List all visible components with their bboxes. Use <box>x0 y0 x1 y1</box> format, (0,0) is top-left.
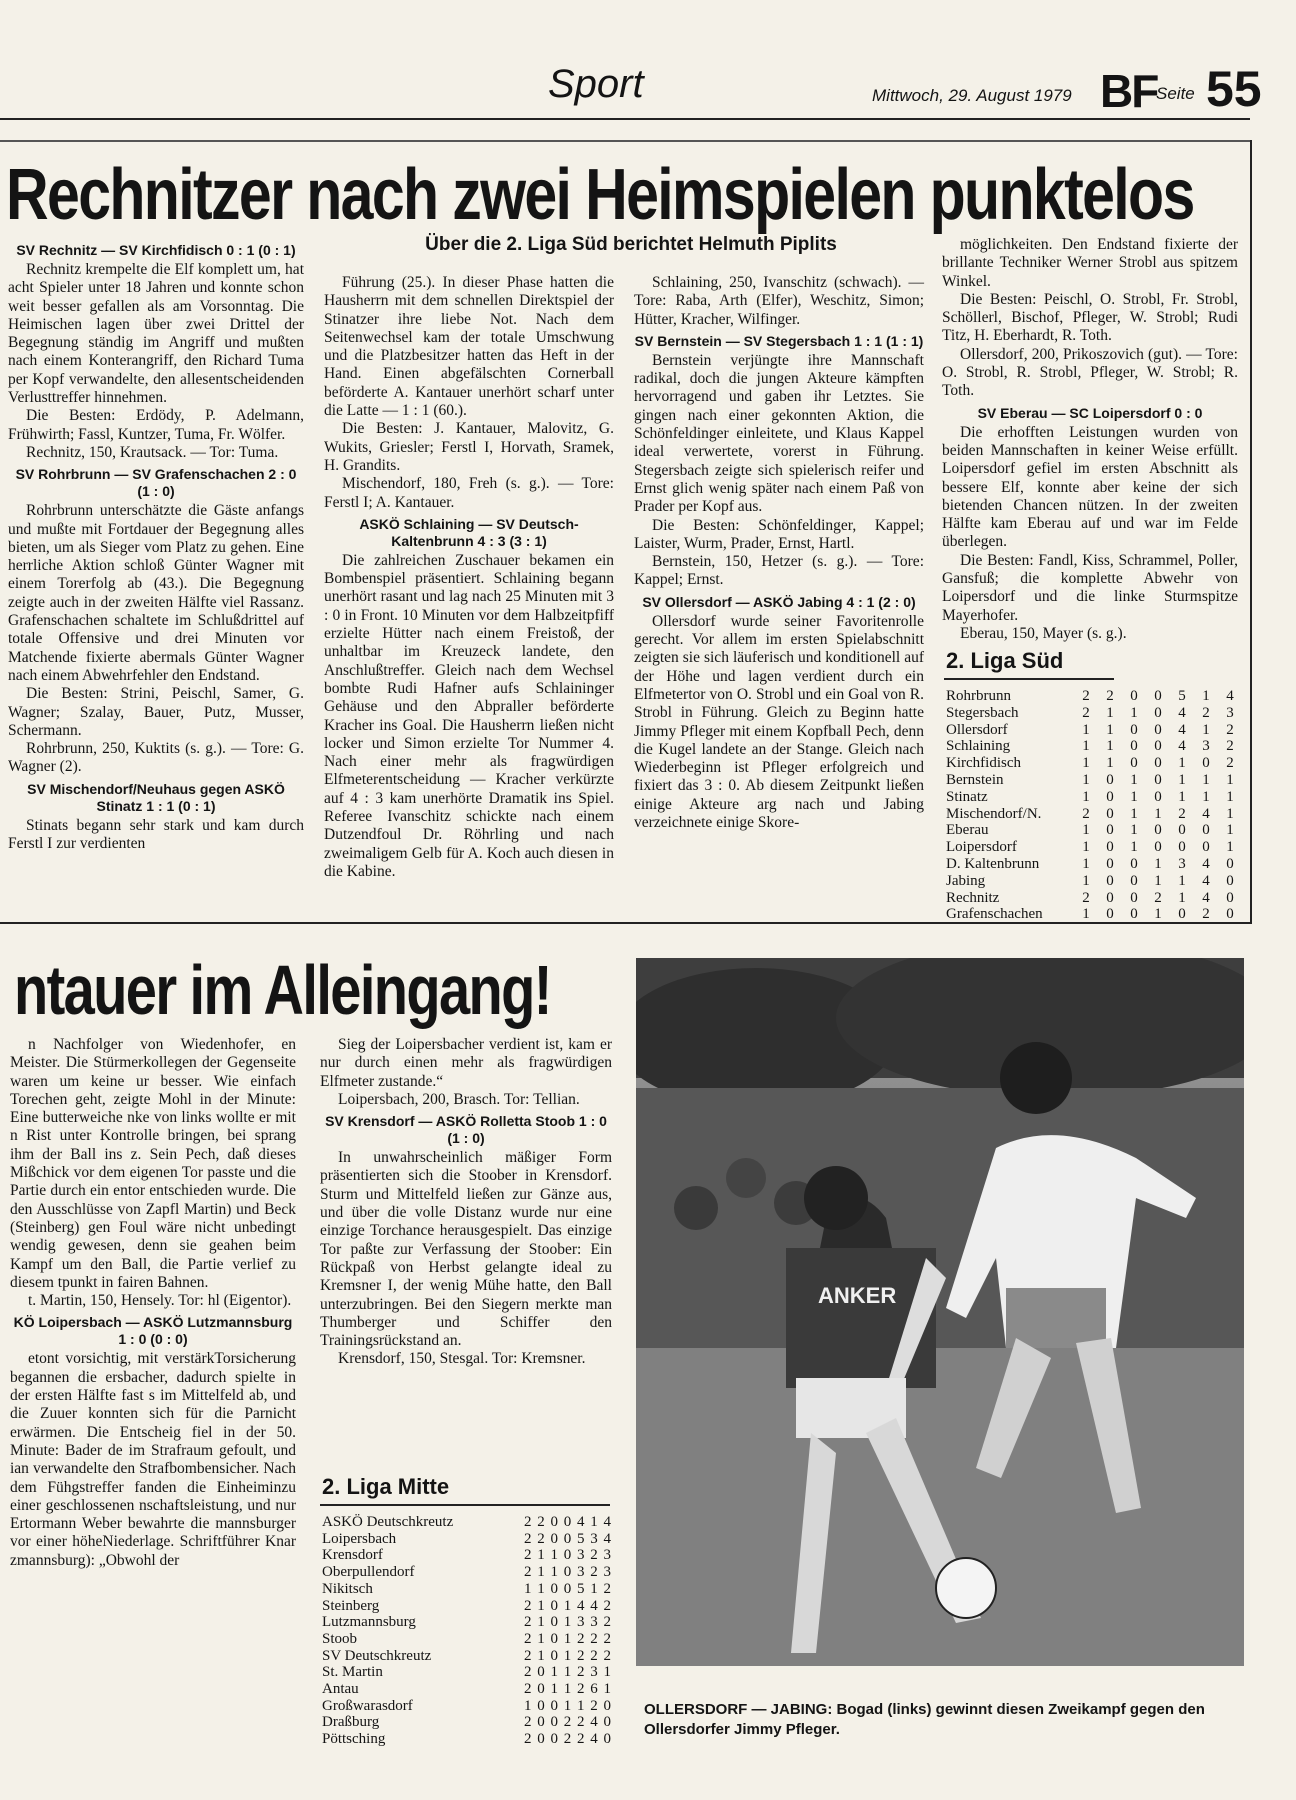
stat-cell: 1 <box>1106 704 1114 721</box>
paragraph: Die Besten: Strini, Peischl, Samer, G. Wagner; Szalay, Bauer, Putz, Musser, Schermann. <box>8 685 304 739</box>
paragraph: Schlaining, 250, Ivanschitz (schwach). — Tore: Raba, Arth (Elfer), Weschitz, Simon; Hütter, Kracher, Wilfinger. <box>634 274 924 328</box>
stat-cell: 0 <box>1106 788 1114 805</box>
paragraph: Die Besten: Fandl, Kiss, Schrammel, Poller, Gansfuß; die komplette Abwehr von Loipersdorf und die linke Sturmspitze Mayerhofer. <box>942 551 1238 624</box>
team-name: Krensdorf <box>322 1547 383 1564</box>
standings-row <box>946 839 1242 856</box>
standings-row <box>322 1581 612 1598</box>
paragraph: Rechnitz krempelte die Elf komplett um, hat acht Spieler unter 18 Jahren und konnte schon weit besser gefallen als am Vorsonntag. Die Heimischen lagen über zwei Drittel der Begegnung ständig im Angriff und mußten nach einem Konterangriff, den Richard Tuma per Kopf verwandelte, den allesentscheidenden Verlusttreffer hinnehmen. <box>8 261 304 407</box>
team-name: Antau <box>322 1681 359 1698</box>
stat-cell: 2 <box>1082 688 1090 704</box>
stat-values: 1 1 0 0 5 1 2 <box>524 1580 612 1597</box>
stat-values: 2 1 1 0 3 2 3 <box>524 1564 612 1581</box>
standings-row <box>946 722 1242 739</box>
stat-cell: 0 <box>1130 688 1138 704</box>
standings-row <box>946 806 1242 823</box>
team-name: Rohrbrunn <box>946 688 1011 704</box>
team-name: Nikitsch <box>322 1580 373 1597</box>
stat-cell: 1 <box>1226 805 1234 822</box>
stat-cell: 0 <box>1106 906 1114 923</box>
stat-cell: 0 <box>1106 872 1114 889</box>
stat-cell: 1 <box>1178 872 1186 889</box>
paragraph: Bernstein, 150, Hetzer (s. g.). — Tore: Kappel; Ernst. <box>634 553 924 589</box>
standings-row <box>322 1547 612 1564</box>
page-label: Seite <box>1156 84 1195 103</box>
stat-cell: 2 <box>1106 688 1114 704</box>
team-name: Jabing <box>946 872 986 889</box>
stat-values: 2 1 0 1 2 2 2 <box>524 1630 612 1647</box>
liga-sued-standings-table <box>946 688 1242 923</box>
stat-cell: 0 <box>1202 839 1210 856</box>
stat-cell: 3 <box>1202 738 1210 755</box>
stat-cell: 0 <box>1154 721 1162 738</box>
team-name: Loipersbach <box>322 1530 397 1547</box>
stat-values: 2 1 0 1 4 4 2 <box>524 1597 612 1614</box>
paragraph: Ollersdorf, 200, Prikoszovich (gut). — Tore: O. Strobl, R. Strobl, Pfleger, W. Strobl; R. Toth. <box>942 345 1238 400</box>
stat-cell: 1 <box>1082 839 1090 856</box>
liga-sued-table-title: 2. Liga Süd <box>946 648 1064 673</box>
paragraph: Stinats begann sehr stark und kam durch Ferstl I zur verdienten <box>8 816 304 853</box>
match-heading: SV Rohrbrunn — SV Grafenschachen 2 : 0 (1 : 0) <box>15 466 297 500</box>
stat-cell: 2 <box>1226 721 1234 738</box>
standings-row <box>946 856 1242 873</box>
standings-row <box>946 789 1242 806</box>
stat-cell: 0 <box>1106 822 1114 839</box>
stat-cell: 1 <box>1178 771 1186 788</box>
stat-cell: 1 <box>1226 788 1234 805</box>
team-name: Stegersbach <box>946 704 1019 721</box>
paragraph: Bernstein verjüngte ihre Mannschaft radikal, doch die jungen Akteure kämpften hervorragend und gaben ihr Letztes. Sie gingen nach einer gekonnten Aktion, die Schönfeldinger einleitete, und Klaus Kappel ideal verwertete, vorerst in Führung. Stegersbach zeigte sich spielerisch reifer und Ernst glich wenig später nach einem Paß von Prader per Kopf aus. <box>634 351 924 516</box>
standings-row <box>946 873 1242 890</box>
article1-column-4 <box>942 236 1238 643</box>
stat-cell: 4 <box>1226 688 1234 704</box>
stat-cell: 5 <box>1178 688 1186 704</box>
photo-caption: OLLERSDORF — JABING: Bogad (links) gewinnt diesen Zweikampf gegen den Ollersdorfer Jimmy Pfleger. <box>644 1701 1205 1738</box>
stat-cell: 0 <box>1226 906 1234 923</box>
stat-cell: 1 <box>1178 755 1186 772</box>
paragraph: Führung (25.). In dieser Phase hatten die Hausherrn mit dem schnellen Direktspiel der Stinatzer ihre liebe Not. Nach dem Seitenwechsel kam der totale Umschwung und die Platzbesitzer hatten das Heft in der Hand. Einen abgefälschten Cornerball beförderte A. Kantauer unerhört scharf unter die Latte — 1 : 1 (60.). <box>324 274 614 420</box>
stat-cell: 0 <box>1226 872 1234 889</box>
stat-values: 2 0 0 2 2 4 0 <box>524 1714 612 1731</box>
stat-cell: 2 <box>1226 755 1234 772</box>
paragraph: möglichkeiten. Den Endstand fixierte der brillante Techniker Werner Strobl aus spitzem Winkel. <box>942 236 1238 290</box>
stat-cell: 2 <box>1226 738 1234 755</box>
standings-row <box>946 688 1242 705</box>
team-name: Steinberg <box>322 1597 380 1614</box>
standings-row <box>322 1664 612 1681</box>
liga-mitte-standings-table <box>322 1514 612 1748</box>
stat-cell: 4 <box>1178 704 1186 721</box>
match-heading: SV Ollersdorf — ASKÖ Jabing 4 : 1 (2 : 0) <box>642 593 916 610</box>
paragraph: t. Martin, 150, Hensely. Tor: hl (Eigentor). <box>28 1292 292 1310</box>
match-photo <box>636 958 1244 1666</box>
article2-column-1 <box>10 1036 296 1570</box>
stat-values: 1 0 0 1 1 2 0 <box>524 1697 612 1714</box>
stat-cell: 0 <box>1130 755 1138 772</box>
team-name: Kirchfidisch <box>946 755 1021 772</box>
issue-date: Mittwoch, 29. August 1979 <box>872 86 1072 105</box>
page-number: 55 <box>1206 61 1262 117</box>
stat-cell: 2 <box>1202 704 1210 721</box>
paragraph: Die erhofften Leistungen wurden von beiden Mannschaften in keiner Weise erfüllt. Loipersdorf gefiel im ersten Abschnitt als bessere Elf, konnte aber keine der sich bietenden Chancen nützen. In der zweiten Hälfte kam Eberau auf und war im Felde überlegen. <box>942 423 1238 551</box>
stat-cell: 1 <box>1202 788 1210 805</box>
team-name: Oberpullendorf <box>322 1564 415 1581</box>
stat-cell: 2 <box>1154 889 1162 906</box>
section-title: Sport <box>548 62 644 106</box>
stat-cell: 2 <box>1178 805 1186 822</box>
stat-cell: 0 <box>1154 822 1162 839</box>
stat-cell: 0 <box>1154 738 1162 755</box>
stat-values: 2 0 1 1 2 6 1 <box>524 1681 612 1698</box>
team-name: Loipersdorf <box>946 839 1017 856</box>
match-heading: SV Bernstein — SV Stegersbach 1 : 1 (1 : 1) <box>634 332 924 349</box>
paragraph: In unwahrscheinlich mäßiger Form präsentierten sich die Stoober in Krensdorf. Sturm und Mittelfeld ließen zur Gänze aus, und über die volle Distanz wurde nur eine einzige Torchance herausgespielt. Das einzige Tor paßte zur Verfassung der Stoober: Ein Rückpaß von Herbst gelangte ideal zu Kremsner I, der wenig Mühe hatte, den Ball unterzubringen. Bei den Siegern merkte man Thumberger und Schiffer den Trainingsrückstand an. <box>320 1149 612 1350</box>
stat-cell: 1 <box>1106 721 1114 738</box>
team-name: Mischendorf/N. <box>946 805 1042 822</box>
paragraph: Rohrbrunn unterschätzte die Gäste anfangs und mußte mit Fortdauer der Begegnung alles bieten, um als Sieger vom Platz zu gehen. Eine herrliche Aktion schloß Günter Wagner mit einem Torerfolg ab (43.). Die Begegnung zeigte auch in der zweiten Hälfte viel Rassanz. Grafenschachen schaltete im Schlußdrittel auf totale Offensive und drei Minuten vor Matchende fixierte abermals Günter Wagner nach einem Abwehrfehler den Endstand. <box>8 502 304 684</box>
stat-cell: 0 <box>1106 771 1114 788</box>
stat-cell: 1 <box>1106 738 1114 755</box>
liga-mitte-table-title: 2. Liga Mitte <box>322 1474 450 1499</box>
stat-cell: 4 <box>1202 855 1210 872</box>
team-name: Schlaining <box>946 738 1011 755</box>
match-heading: SV Rechnitz — SV Kirchfidisch 0 : 1 (0 : 1) <box>16 242 296 258</box>
stat-cell: 2 <box>1082 889 1090 906</box>
team-name: Ollersdorf <box>946 721 1008 738</box>
stat-cell: 0 <box>1130 855 1138 872</box>
paragraph: Die Besten: Schönfeldinger, Kappel; Laister, Wurm, Prader, Ernst, Hartl. <box>634 516 924 552</box>
paragraph: Die Besten: Peischl, O. Strobl, Fr. Strobl, Schöllerl, Bischof, Pfleger, W. Strobl; Rudi Titz, H. Eberhardt, R. Toth. <box>942 290 1238 345</box>
paragraph: Die Besten: J. Kantauer, Malovitz, G. Wukits, Griesler; Ferstl I, Horvath, Sramek, H. Grandits. <box>324 420 614 474</box>
stat-cell: 4 <box>1178 721 1186 738</box>
stat-cell: 2 <box>1082 704 1090 721</box>
team-name: Stinatz <box>946 788 988 805</box>
stat-cell: 1 <box>1130 839 1138 856</box>
team-name: Großwarasdorf <box>322 1697 413 1714</box>
stat-cell: 0 <box>1106 889 1114 906</box>
stat-values: 2 1 0 1 3 3 2 <box>524 1614 612 1631</box>
stat-cell: 1 <box>1154 906 1162 923</box>
standings-row <box>322 1681 612 1698</box>
standings-row <box>322 1514 612 1531</box>
match-heading: SV Krensdorf — ASKÖ Rolletta Stoob 1 : 0 (1 : 0) <box>325 1113 607 1147</box>
paragraph: Sieg der Loipersbacher verdient ist, kam er nur durch einen mehr als fragwürdigen Elfmeter zustande.“ <box>320 1036 612 1090</box>
standings-row <box>322 1698 612 1715</box>
stat-cell: 1 <box>1106 755 1114 772</box>
match-heading: SV Eberau — SC Loipersdorf 0 : 0 <box>977 404 1203 421</box>
stat-values: 2 0 1 1 2 3 1 <box>524 1664 612 1681</box>
stat-cell: 1 <box>1178 788 1186 805</box>
stat-values: 2 2 0 0 4 1 4 <box>524 1514 612 1530</box>
stat-cell: 1 <box>1154 872 1162 889</box>
stat-values: 2 1 1 0 3 2 3 <box>524 1547 612 1564</box>
team-name: SV Deutschkreutz <box>322 1647 432 1664</box>
stat-cell: 1 <box>1082 822 1090 839</box>
paragraph: Eberau, 150, Mayer (s. g.). <box>960 624 1127 642</box>
team-name: Eberau <box>946 822 989 839</box>
paragraph: Rechnitz, 150, Krautsack. — Tor: Tuma. <box>26 443 279 461</box>
stat-cell: 0 <box>1154 704 1162 721</box>
stat-cell: 0 <box>1106 855 1114 872</box>
article2-headline: ntauer im Alleingang! <box>14 951 551 1029</box>
paragraph: Krensdorf, 150, Stesgal. Tor: Kremsner. <box>338 1350 586 1368</box>
stat-cell: 3 <box>1178 855 1186 872</box>
stat-cell: 1 <box>1226 822 1234 839</box>
standings-row <box>322 1631 612 1648</box>
stat-cell: 0 <box>1202 822 1210 839</box>
team-name: Draßburg <box>322 1714 380 1731</box>
stat-values: 2 2 0 0 5 3 4 <box>524 1530 612 1547</box>
stat-cell: 3 <box>1226 704 1234 721</box>
stat-cell: 0 <box>1154 755 1162 772</box>
standings-row <box>322 1614 612 1631</box>
article1-byline: Über die 2. Liga Süd berichtet Helmuth Piplits <box>425 234 837 255</box>
stat-cell: 0 <box>1130 906 1138 923</box>
article1-column-3 <box>634 274 924 832</box>
team-name: ASKÖ Deutschkreutz <box>322 1514 454 1530</box>
paragraph: Die zahlreichen Zuschauer bekamen ein Bombenspiel präsentiert. Schlaining begann unerhört rasant und lag nach 25 Minuten mit 3 : 0 in Front. 10 Minuten vor dem Halbzeitpfiff erzielte Hütter nach einem Freistoß, der unhaltbar im Kreuzeck landete, den Anschlußtreffer. Gleich nach dem Wechsel bombte Rudi Hafner aufs Schlaininger Gehäuse und den Abpraller beförderte Kracher ins Goal. Die Hausherrn ließen nicht locker und Simon erzielte Tor Nummer 4. Nach einer mehr als fragwürdigen Elfmeterentscheidung — Kracher verkürzte auf 4 : 3 kam unerhörte Dramatik ins Spiel. Referee Ivanschitz schickte nach einem Dutzendfoul Dr. Röhrling und nach zweimaligem Gelb für A. Koch auch diesen in die Kabine. <box>324 551 614 880</box>
stat-cell: 2 <box>1082 805 1090 822</box>
stat-cell: 0 <box>1226 855 1234 872</box>
standings-row <box>946 822 1242 839</box>
stat-cell: 4 <box>1202 805 1210 822</box>
stat-cell: 0 <box>1178 906 1186 923</box>
stat-cell: 1 <box>1226 839 1234 856</box>
stat-cell: 1 <box>1082 906 1090 923</box>
newspaper-logo: BF <box>1100 65 1158 117</box>
stat-cell: 0 <box>1178 839 1186 856</box>
team-name: D. Kaltenbrunn <box>946 855 1040 872</box>
match-photo-illustration <box>636 958 1244 1666</box>
stat-cell: 0 <box>1106 805 1114 822</box>
stat-cell: 4 <box>1202 889 1210 906</box>
stat-cell: 1 <box>1202 688 1210 704</box>
stat-cell: 1 <box>1130 771 1138 788</box>
team-name: Lutzmannsburg <box>322 1614 416 1631</box>
standings-row <box>322 1531 612 1548</box>
stat-cell: 1 <box>1082 771 1090 788</box>
standings-row <box>322 1564 612 1581</box>
paragraph: Ollersdorf wurde seiner Favoritenrolle gerecht. Vor allem im ersten Spielabschnitt zeigten sie sich läuferisch und konditionell auf der Höhe und lagen verdient durch ein Elfmetertor von O. Strobl und ein Goal von R. Strobl in Führung. Gleich zu Beginn hatte Jimmy Pfleger mit einem Kopfball Pech, denn die Kugel landete an der Stange. Gleich nach Wiederbeginn ist Pfleger erfolgreich und fixiert das 3 : 0. Ab diesem Zeitpunkt ließen einige Akteure arg nach und Jabing verzeichnete einige Skore- <box>634 612 924 832</box>
article1-column-2 <box>324 274 614 881</box>
standings-row <box>322 1598 612 1615</box>
article2-column-2 <box>320 1036 612 1369</box>
paragraph: Rohrbrunn, 250, Kuktits (s. g.). — Tore: G. Wagner (2). <box>8 740 304 776</box>
stat-cell: 0 <box>1154 839 1162 856</box>
stat-cell: 0 <box>1178 822 1186 839</box>
liga-sued-table-rule <box>944 678 1114 680</box>
match-heading: ASKÖ Schlaining — SV Deutsch-Kaltenbrunn 4 : 3 (3 : 1) <box>359 515 579 549</box>
stat-cell: 0 <box>1130 889 1138 906</box>
stat-cell: 4 <box>1202 872 1210 889</box>
stat-cell: 1 <box>1130 704 1138 721</box>
stat-values: 2 0 0 2 2 4 0 <box>524 1731 612 1748</box>
team-name: Stoob <box>322 1630 358 1647</box>
article1-column-1 <box>8 238 304 853</box>
standings-row <box>946 906 1242 923</box>
stat-cell: 1 <box>1082 872 1090 889</box>
stat-cell: 1 <box>1082 738 1090 755</box>
stat-cell: 1 <box>1178 889 1186 906</box>
stat-cell: 2 <box>1202 906 1210 923</box>
stat-cell: 1 <box>1130 822 1138 839</box>
stat-cell: 0 <box>1106 839 1114 856</box>
stat-cell: 1 <box>1202 721 1210 738</box>
shirt-lettering: ANKER <box>818 1283 897 1308</box>
article1-headline: Rechnitzer nach zwei Heimspielen punktelos <box>6 155 1194 235</box>
standings-row <box>322 1714 612 1731</box>
stat-cell: 1 <box>1130 805 1138 822</box>
standings-row <box>322 1731 612 1748</box>
standings-row <box>322 1648 612 1665</box>
stat-cell: 1 <box>1082 721 1090 738</box>
match-heading: SV Mischendorf/Neuhaus gegen ASKÖ Stinatz 1 : 1 (0 : 1) <box>27 780 285 814</box>
stat-cell: 1 <box>1130 788 1138 805</box>
stat-cell: 1 <box>1202 771 1210 788</box>
standings-row <box>946 738 1242 755</box>
stat-cell: 4 <box>1178 738 1186 755</box>
team-name: Grafenschachen <box>946 906 1043 923</box>
paragraph: Mischendorf, 180, Freh (s. g.). — Tore: Ferstl I; A. Kantauer. <box>324 475 614 511</box>
standings-row <box>946 755 1242 772</box>
standings-row <box>946 890 1242 907</box>
stat-cell: 1 <box>1082 788 1090 805</box>
standings-row <box>946 772 1242 789</box>
stat-cell: 0 <box>1154 688 1162 704</box>
stat-cell: 1 <box>1154 855 1162 872</box>
paragraph: Loipersbach, 200, Brasch. Tor: Tellian. <box>338 1090 580 1108</box>
stat-cell: 0 <box>1130 738 1138 755</box>
stat-cell: 0 <box>1154 771 1162 788</box>
team-name: Pöttsching <box>322 1731 386 1748</box>
stat-cell: 1 <box>1082 755 1090 772</box>
match-heading: KÖ Loipersbach — ASKÖ Lutzmannsburg 1 : 0 (0 : 0) <box>13 1314 293 1348</box>
team-name: Rechnitz <box>946 889 1000 906</box>
stat-cell: 0 <box>1130 721 1138 738</box>
liga-mitte-table-rule <box>320 1504 610 1506</box>
team-name: Bernstein <box>946 771 1004 788</box>
paragraph: Die Besten: Erdödy, P. Adelmann, Frühwirth; Fassl, Kuntzer, Tuma, Fr. Wölfer. <box>8 407 304 443</box>
team-name: St. Martin <box>322 1664 383 1681</box>
paragraph: etont vorsichtig, mit verstärkTorsicherung begannen die ersbacher, dadurch spielte in der ersten Hälfte fast s im Mittelfeld ab, und die Zuuer konnten sich für die Parnicht erwärmen. Die Entscheig fiel in der 50. Minute: Bader de im Strafraum gefoult, und ian verwandelte den Strafbombensicher. Nach dem Fühgstreffer fanden die Einheiminzu einer geschlossenen nschaftsleistung, und nur Ertormann Weber bewahrte die mannsburger vor einer höheNiederlage. Schriftführer Knar zmannsburg): „Obwohl der <box>10 1350 296 1569</box>
stat-cell: 0 <box>1202 755 1210 772</box>
header-rule <box>0 118 1250 120</box>
stat-cell: 0 <box>1130 872 1138 889</box>
paragraph: n Nachfolger von Wiedenhofer, en Meister. Die Stürmerkollegen der Gegenseite waren um keine ur besser. Wie einfach Torechen geht, zeigte Mohl in der Minute: Eine butterweiche nke von links wollte er mit n Rist unter Kontrolle bringen, bei sprang ihm der Ball ins z. Sein Pech, daß dieses Mißchick vor dem eigenen Tor passte und die Partie durch ein entor entschieden wurde. Die den Ausschlüsse von Zapfl Martin) und Beck (Steinberg) gen Foul wäre nicht unbedingt wendig gewesen, denn sie geahen beim Kampf um den Ball, die Partie verlief zu diesem tpunkt in fairen Bahnen. <box>10 1036 296 1291</box>
stat-cell: 0 <box>1226 889 1234 906</box>
stat-values: 2 1 0 1 2 2 2 <box>524 1647 612 1664</box>
standings-row <box>946 705 1242 722</box>
stat-cell: 1 <box>1154 805 1162 822</box>
stat-cell: 0 <box>1154 788 1162 805</box>
stat-cell: 1 <box>1082 855 1090 872</box>
stat-cell: 1 <box>1226 771 1234 788</box>
article-box-top-rule <box>0 140 1250 142</box>
